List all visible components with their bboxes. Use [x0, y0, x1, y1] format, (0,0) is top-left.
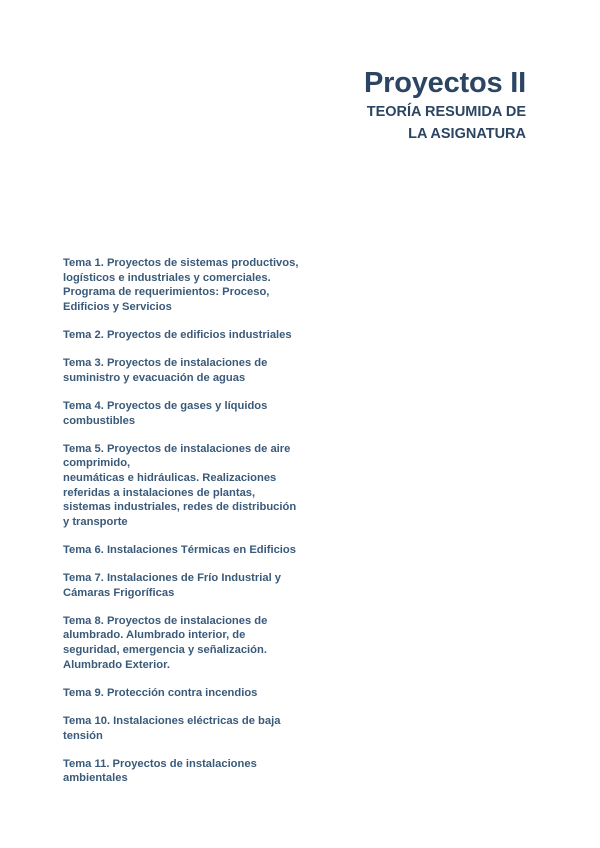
topic-item-4	[63, 399, 333, 428]
topic-item-1	[63, 256, 333, 314]
topic-line: Tema 8. Proyectos de instalaciones de	[63, 614, 268, 627]
topic-item-10	[63, 714, 333, 743]
topic-line: suministro y evacuación de aguas	[63, 371, 246, 384]
topic-line: Tema 10. Instalaciones eléctricas de baja	[63, 715, 281, 727]
topic-line: comprimido,	[63, 457, 131, 470]
topic-line: Tema 6. Instalaciones Térmicas en Edificios	[63, 543, 296, 556]
topic-line: Tema 7. Instalaciones de Frío Industrial y	[63, 572, 282, 585]
topic-line: Alumbrado Exterior.	[63, 658, 170, 671]
subtitle-line: TEORÍA RESUMIDA DE	[366, 104, 526, 120]
topic-item-9	[63, 686, 333, 701]
document-header	[364, 66, 526, 145]
topic-list	[63, 256, 333, 800]
topic-line: combustibles	[63, 414, 136, 427]
topic-line: seguridad, emergencia y señalización.	[63, 644, 267, 657]
topic-line: Tema 9. Protección contra incendios	[63, 686, 258, 699]
topic-line: neumáticas e hidráulicas. Realizaciones	[63, 471, 277, 484]
document-title: Proyectos II	[364, 67, 526, 99]
topic-item-2	[63, 328, 333, 343]
topic-line: ambientales	[63, 772, 128, 785]
topic-item-8	[63, 614, 333, 672]
topic-line: Tema 5. Proyectos de instalaciones de aire	[63, 442, 291, 455]
topic-item-7	[63, 571, 333, 600]
document-subtitle	[364, 101, 526, 145]
topic-line: Tema 1. Proyectos de sistemas productivos,	[63, 257, 299, 269]
topic-line: Tema 3. Proyectos de instalaciones de	[63, 357, 268, 370]
topic-line: logísticos e industriales y comerciales.	[63, 271, 271, 284]
topic-item-5	[63, 442, 333, 530]
topic-line: y transporte	[63, 515, 128, 528]
topic-line: tensión	[63, 729, 103, 742]
topic-line: sistemas industriales, redes de distribución	[63, 501, 297, 514]
topic-line: Edificios y Servicios	[63, 300, 172, 313]
topic-line: Tema 2. Proyectos de edificios industriales	[63, 328, 292, 341]
topic-line: alumbrado. Alumbrado interior, de	[63, 629, 246, 642]
topic-item-11	[63, 757, 333, 786]
topic-line: Tema 4. Proyectos de gases y líquidos	[63, 399, 268, 412]
topic-line: referidas a instalaciones de plantas,	[63, 486, 256, 499]
topic-item-3	[63, 356, 333, 385]
subtitle-line: LA ASIGNATURA	[408, 126, 526, 142]
topic-item-6	[63, 543, 333, 558]
topic-line: Programa de requerimientos: Proceso,	[63, 286, 270, 299]
topic-line: Cámaras Frigoríficas	[63, 586, 175, 599]
topic-line: Tema 11. Proyectos de instalaciones	[63, 757, 257, 770]
